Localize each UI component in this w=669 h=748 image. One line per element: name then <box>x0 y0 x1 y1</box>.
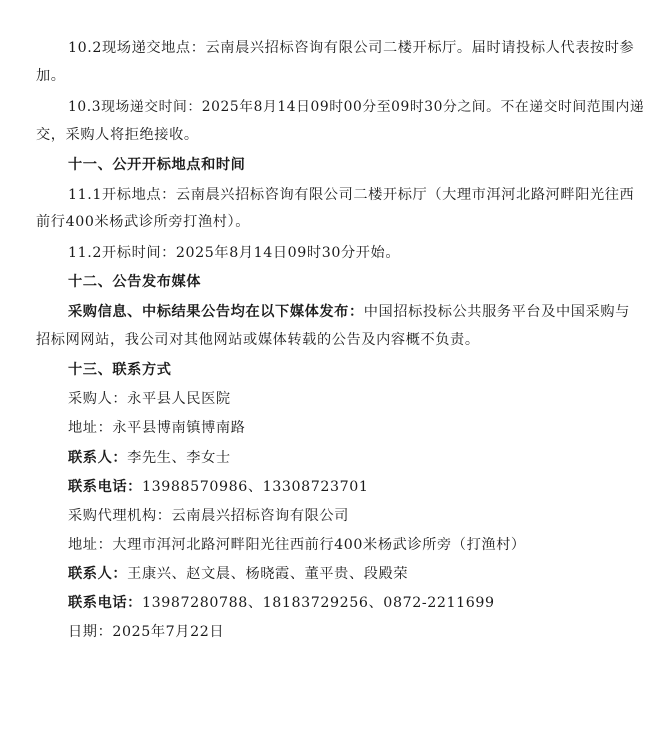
section-11-1-line1: 11.1开标地点：云南晨兴招标咨询有限公司二楼开标厅（大理市洱河北路河畔阳光往西 <box>68 187 635 203</box>
section-12-line2: 招标网网站，我公司对其他网站或媒体转载的公告及内容概不负责。 <box>36 332 480 348</box>
purchaser-phone <box>68 477 369 497</box>
purchaser-phone-label: 联系电话： <box>68 479 142 495</box>
purchaser-address: 地址：永平县博南镇博南路 <box>68 420 246 436</box>
purchaser-line: 采购人：永平县人民医院 <box>68 391 231 407</box>
purchaser-phone-value: 13988570986、13308723701 <box>141 479 369 495</box>
document-date: 日期：2025年7月22日 <box>68 624 225 640</box>
agency-phone-value: 13987280788、18183729256、0872-2211699 <box>141 595 495 611</box>
agency-contact-label: 联系人： <box>68 566 128 582</box>
section-10-3-line2: 交，采购人将拒绝接收。 <box>36 127 199 143</box>
agency-contact <box>68 564 408 584</box>
section-11-heading: 十一、公开开标地点和时间 <box>68 157 246 173</box>
section-10-2-line2: 加。 <box>36 68 66 84</box>
purchaser-contact-value: 李先生、李女士 <box>127 450 231 466</box>
section-13-heading: 十三、联系方式 <box>68 362 172 378</box>
section-12-lead-rest: 中国招标投标公共服务平台及中国采购与 <box>363 304 630 320</box>
section-12-bold-lead: 采购信息、中标结果公告均在以下媒体发布： <box>68 304 364 320</box>
section-11-2: 11.2开标时间：2025年8月14日09时30分开始。 <box>68 245 401 261</box>
section-11-1-line2: 前行400米杨武诊所旁打渔村）。 <box>36 214 251 230</box>
purchaser-contact-label: 联系人： <box>68 450 128 466</box>
section-12-heading: 十二、公告发布媒体 <box>68 274 202 290</box>
agency-phone-label: 联系电话： <box>68 595 142 611</box>
section-10-2-line1: 10.2现场递交地点：云南晨兴招标咨询有限公司二楼开标厅。届时请投标人代表按时参 <box>68 40 635 56</box>
purchaser-contact <box>68 448 231 468</box>
section-10-3-line1: 10.3现场递交时间：2025年8月14日09时00分至09时30分之间。不在递交时间范围内递 <box>68 99 645 115</box>
section-12-line1 <box>68 302 630 322</box>
agency-phone <box>68 593 495 613</box>
agency-contact-value: 王康兴、赵文晨、杨晓霞、董平贵、段殿荣 <box>127 566 409 582</box>
agency-line: 采购代理机构：云南晨兴招标咨询有限公司 <box>68 508 349 524</box>
agency-address: 地址：大理市洱河北路河畔阳光往西前行400米杨武诊所旁（打渔村） <box>68 537 526 553</box>
